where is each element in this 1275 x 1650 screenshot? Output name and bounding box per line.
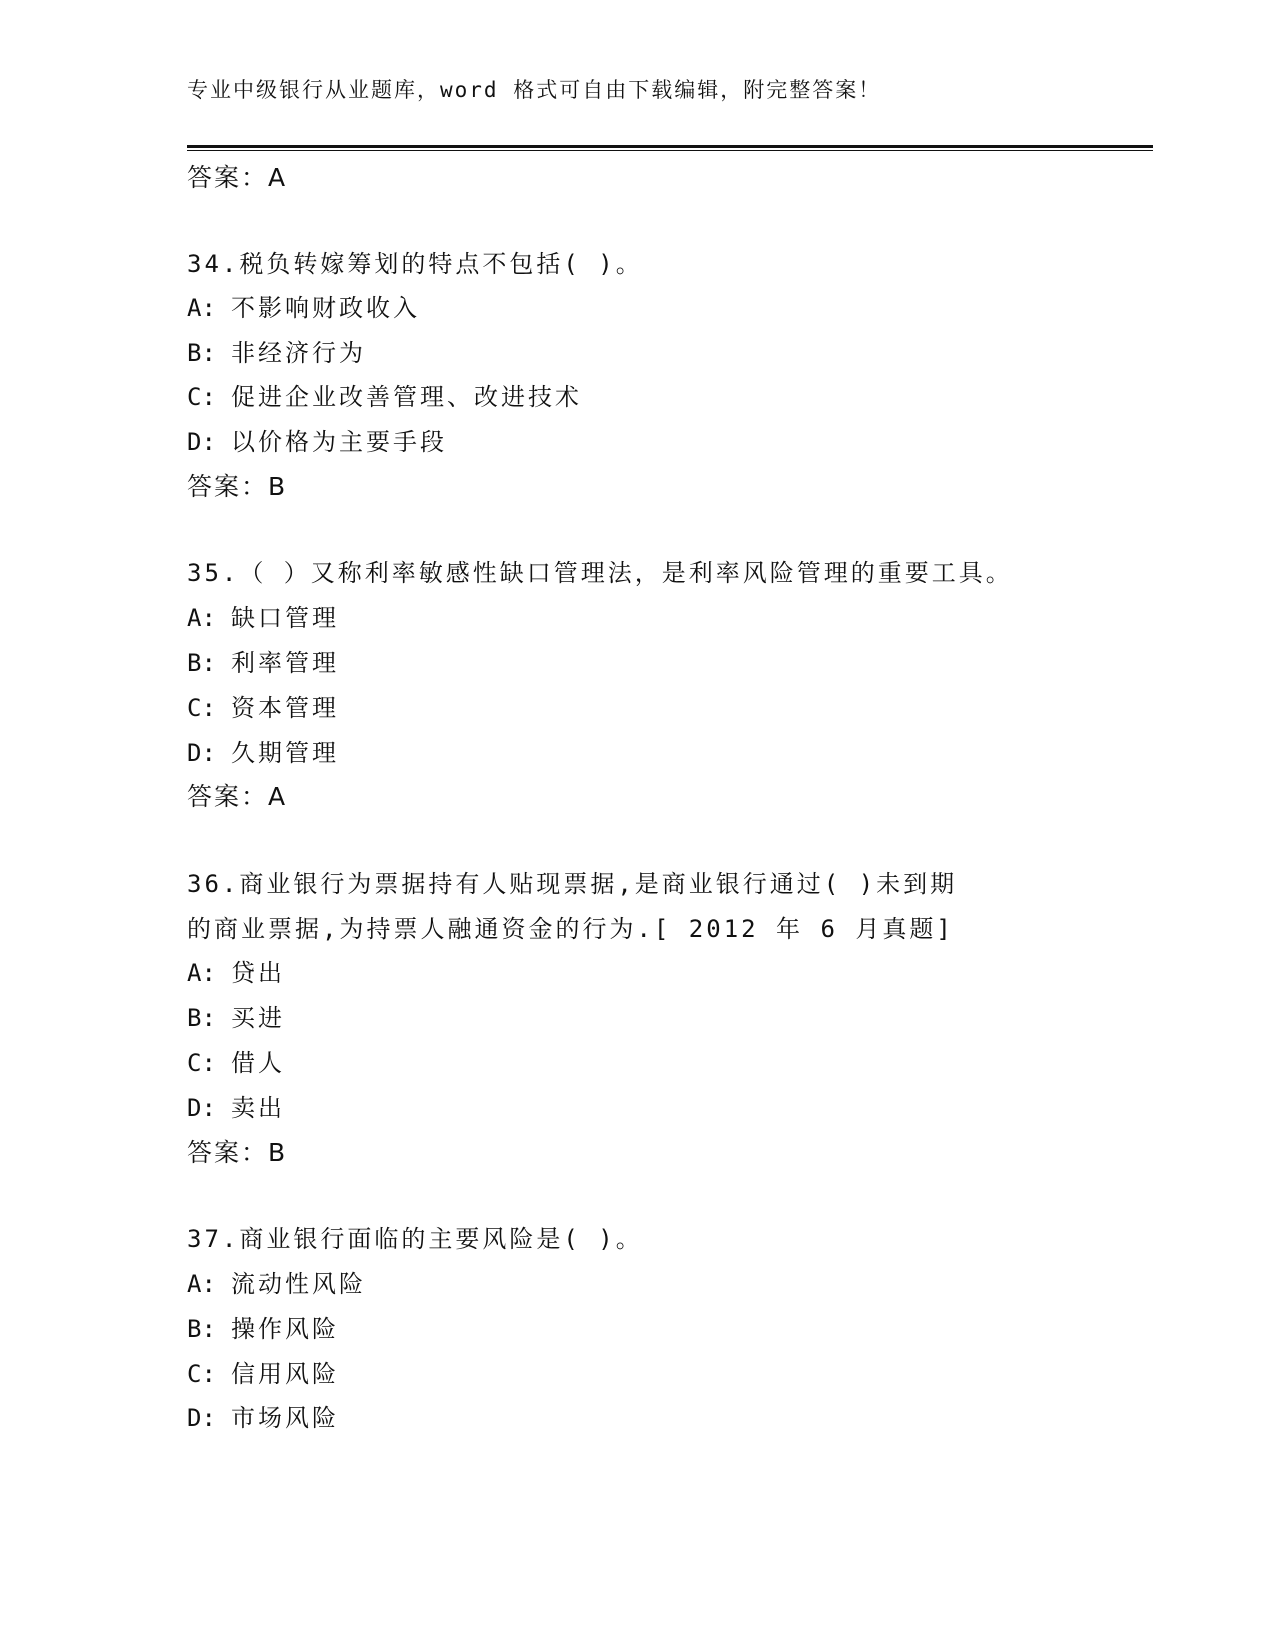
question-35-option-c [187, 688, 339, 723]
question-37-option-a [187, 1264, 366, 1299]
question-36-answer: 答案：B [187, 1138, 288, 1167]
option-letter: A: [187, 294, 216, 322]
question-34-option-b [187, 333, 366, 368]
option-text: 促进企业改善管理、改进技术 [231, 383, 582, 411]
page-header: 专业中级银行从业题库，word 格式可自由下载编辑，附完整答案！ [187, 78, 882, 102]
question-37-option-d [187, 1398, 339, 1433]
option-text: 以价格为主要手段 [231, 428, 447, 456]
question-35-answer: 答案：A [187, 782, 288, 811]
option-letter: A: [187, 959, 216, 987]
option-text: 信用风险 [231, 1360, 339, 1388]
option-letter: B: [187, 1315, 216, 1343]
option-text: 卖出 [231, 1094, 285, 1122]
question-36-option-c [187, 1043, 285, 1078]
option-letter: C: [187, 1360, 216, 1388]
option-text: 非经济行为 [231, 339, 366, 367]
question-36-option-a [187, 953, 285, 988]
question-35-option-d [187, 733, 339, 768]
question-35-option-b [187, 643, 339, 678]
option-letter: D: [187, 428, 216, 456]
option-text: 利率管理 [231, 649, 339, 677]
option-text: 贷出 [231, 959, 285, 987]
question-36-option-d [187, 1088, 285, 1123]
option-text: 操作风险 [231, 1315, 339, 1343]
option-letter: D: [187, 1404, 216, 1432]
question-36-option-b [187, 998, 285, 1033]
question-34-answer: 答案：B [187, 472, 288, 501]
option-letter: A: [187, 604, 216, 632]
option-letter: C: [187, 1049, 216, 1077]
question-37-stem: 37.商业银行面临的主要风险是( )。 [187, 1225, 643, 1253]
option-letter: D: [187, 739, 216, 767]
option-letter: B: [187, 1004, 216, 1032]
option-text: 流动性风险 [231, 1270, 366, 1298]
question-37-option-c [187, 1354, 339, 1389]
question-34-stem: 34.税负转嫁筹划的特点不包括( )。 [187, 250, 643, 278]
option-text: 久期管理 [231, 739, 339, 767]
question-35-option-a [187, 598, 339, 633]
option-text: 买进 [231, 1004, 285, 1032]
option-text: 借人 [231, 1049, 285, 1077]
question-36-stem-line-1: 36.商业银行为票据持有人贴现票据,是商业银行通过( )未到期 [187, 870, 958, 898]
option-letter: C: [187, 383, 216, 411]
option-letter: A: [187, 1270, 216, 1298]
option-text: 不影响财政收入 [231, 294, 420, 322]
option-text: 市场风险 [231, 1404, 339, 1432]
option-letter: D: [187, 1094, 216, 1122]
question-35-stem: 35.（ ）又称利率敏感性缺口管理法，是利率风险管理的重要工具。 [187, 559, 1013, 587]
option-text: 资本管理 [231, 694, 339, 722]
question-34-option-a [187, 288, 420, 323]
option-letter: B: [187, 339, 216, 367]
question-36-stem-line-2: 的商业票据,为持票人融通资金的行为.[ 2012 年 6 月真题] [187, 915, 954, 943]
question-34-option-c [187, 377, 582, 412]
option-text: 缺口管理 [231, 604, 339, 632]
question-37-option-b [187, 1309, 339, 1344]
header-divider [187, 145, 1153, 151]
option-letter: B: [187, 649, 216, 677]
option-letter: C: [187, 694, 216, 722]
previous-answer: 答案：A [187, 163, 288, 192]
question-34-option-d [187, 422, 447, 457]
